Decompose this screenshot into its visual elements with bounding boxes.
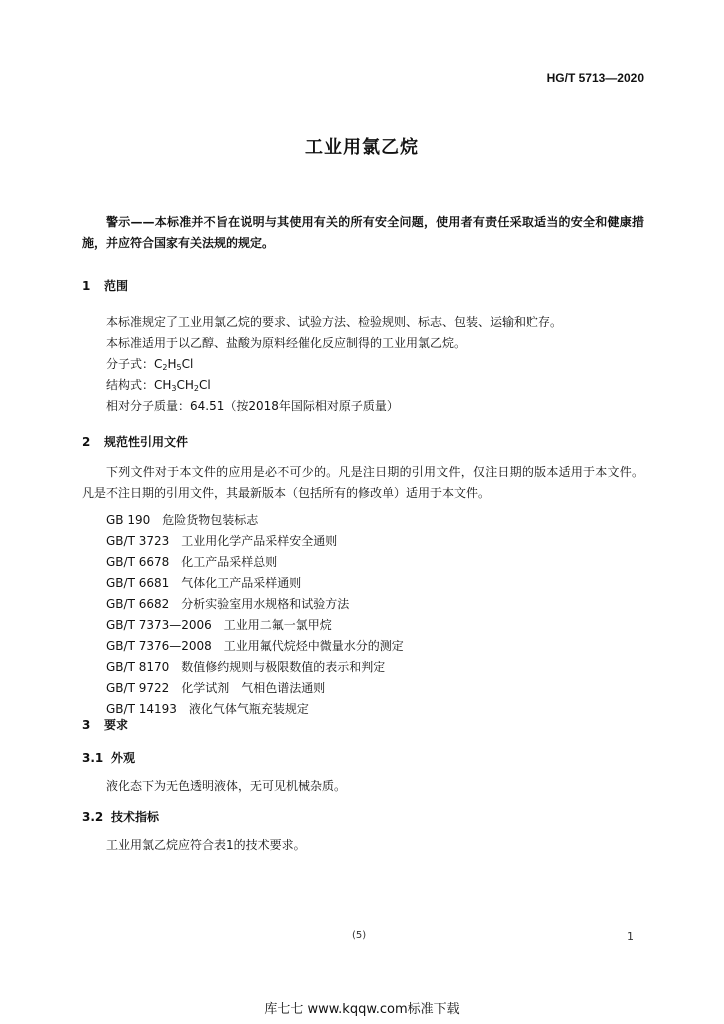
structure-value: $CH_3CH_2Cl$ — [154, 378, 211, 393]
section-2-title: 规范性引用文件 — [104, 435, 189, 449]
structure-label: 结构式： — [106, 378, 155, 392]
reference-item: GB/T 9722 化学试剂 气相色谱法通则 — [106, 681, 326, 695]
section-3-title: 要求 — [104, 718, 129, 732]
reference-item: GB/T 3723 工业用化学产品采样安全通则 — [106, 534, 338, 548]
reference-item: GB/T 6682 分析实验室用水规格和试验方法 — [106, 597, 350, 611]
scope-line-1: 本标准规定了工业用氯乙烷的要求、试验方法、检验规则、标志、包装、运输和贮存。 — [106, 315, 563, 329]
page-number: 1 — [627, 930, 634, 943]
section-3-1-title: 外观 — [111, 751, 136, 765]
section-3-2-title: 技术指标 — [111, 810, 160, 824]
technical-spec-text: 工业用氯乙烷应符合表1的技术要求。 — [106, 838, 306, 852]
section-1-number: 1 — [82, 279, 91, 293]
section-2-heading — [82, 433, 188, 450]
reference-item: GB/T 7373—2006 工业用二氟一氯甲烷 — [106, 618, 332, 632]
footer-mark: (5) — [352, 930, 367, 941]
references-intro: 下列文件对于本文件的应用是必不可少的。凡是注日期的引用文件，仅注日期的版本适用于本文件。凡是不注日期的引用文件，其最新版本（包括所有的修改单）适用于本文件。 — [82, 465, 644, 500]
relative-molecular-mass: 相对分子质量：64.51（按2018年国际相对原子质量） — [106, 399, 399, 413]
reference-item: GB/T 14193 液化气体气瓶充装规定 — [106, 702, 309, 716]
appearance-text: 液化态下为无色透明液体，无可见机械杂质。 — [106, 779, 347, 793]
section-1-heading — [82, 277, 128, 294]
section-3-heading — [82, 716, 128, 733]
reference-item: GB/T 8170 数值修约规则与极限数值的表示和判定 — [106, 660, 386, 674]
section-1-title: 范围 — [104, 279, 129, 293]
section-3-2-number: 3.2 — [82, 810, 104, 824]
reference-item: GB/T 6681 气体化工产品采样通则 — [106, 576, 302, 590]
section-2-number: 2 — [82, 435, 91, 449]
document-title: 工业用氯乙烷 — [305, 137, 419, 158]
watermark-text: 库七七 www.kqqw.com标准下载 — [264, 1002, 460, 1017]
reference-item: GB/T 6678 化工产品采样总则 — [106, 555, 278, 569]
standard-code: HG/T 5713—2020 — [546, 71, 644, 85]
formula-label: 分子式： — [106, 357, 155, 371]
section-3-2-heading — [82, 808, 159, 825]
structural-formula — [106, 376, 211, 393]
section-3-1-number: 3.1 — [82, 751, 104, 765]
reference-item: GB 190 危险货物包装标志 — [106, 513, 259, 527]
warning-notice: 警示——本标准并不旨在说明与其使用有关的所有安全问题，使用者有责任采取适当的安全和健康措施，并应符合国家有关法规的规定。 — [82, 215, 644, 250]
section-3-number: 3 — [82, 718, 91, 732]
scope-line-2: 本标准适用于以乙醇、盐酸为原料经催化反应制得的工业用氯乙烷。 — [106, 336, 467, 350]
molecular-formula — [106, 355, 193, 372]
formula-value: $C_2H_5Cl$ — [154, 357, 194, 372]
reference-item: GB/T 7376—2008 工业用氟代烷烃中微量水分的测定 — [106, 639, 404, 653]
section-3-1-heading — [82, 749, 135, 766]
